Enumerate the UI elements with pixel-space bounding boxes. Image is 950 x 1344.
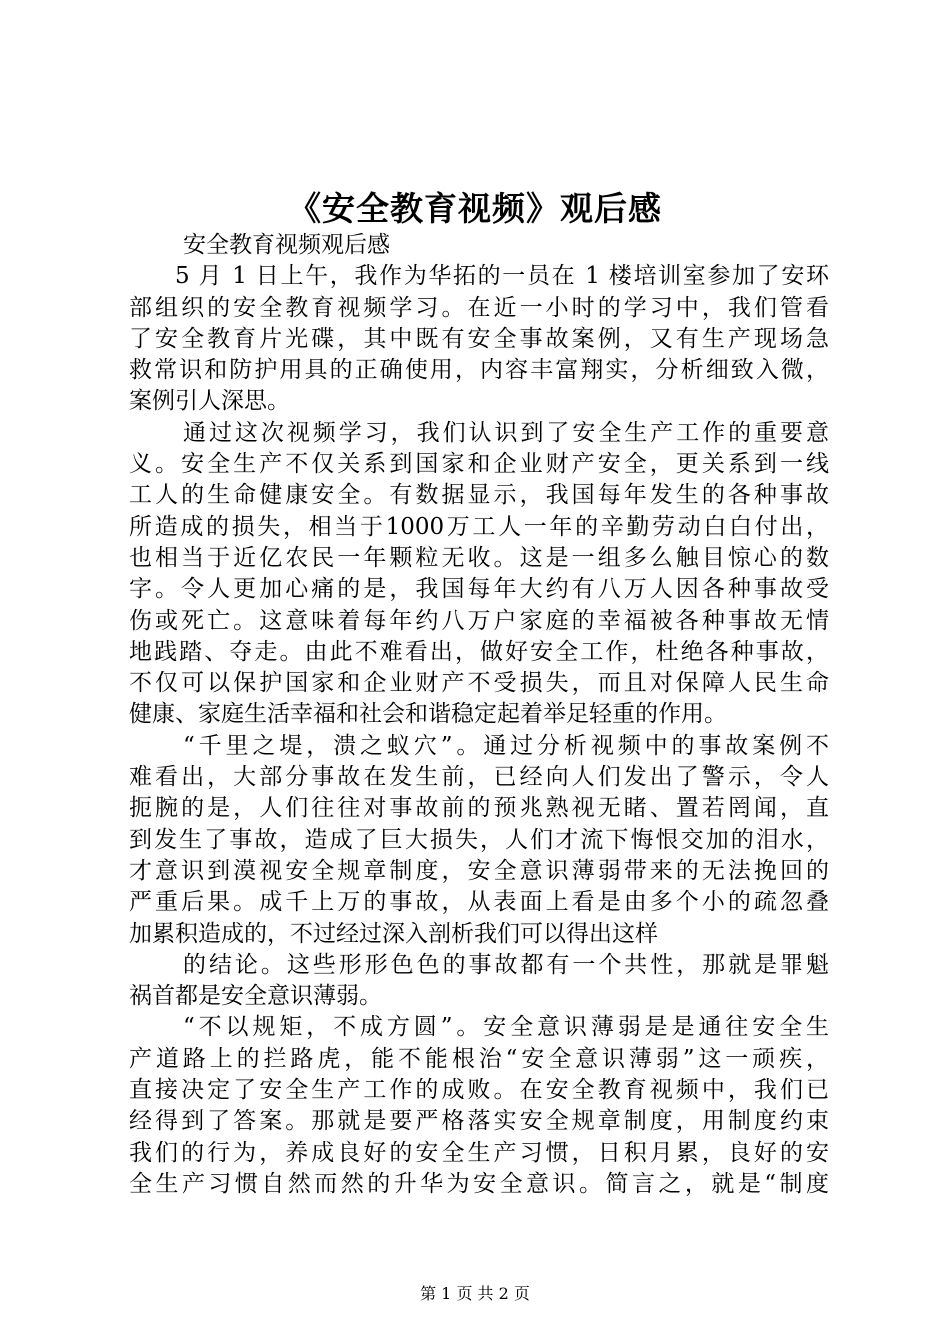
paragraph-3-line-3: 扼腕的是，人们往往对事故前的预兆熟视无睹、置若罔闻，直	[129, 795, 829, 822]
paragraph-5-line-4: 经得到了答案。那就是要严格落实安全规章制度，用制度约束	[129, 1108, 829, 1135]
paragraph-3-line-4: 到发生了事故，造成了巨大损失，人们才流下悔恨交加的泪水，	[129, 826, 829, 853]
paragraph-2-line-4: 所造成的损失，相当于1000万工人一年的辛勤劳动白白付出，	[129, 513, 829, 540]
document-subtitle: 安全教育视频观后感	[183, 232, 390, 258]
paragraph-1-line-2: 部组织的安全教育视频学习。在近一小时的学习中，我们管看	[129, 294, 829, 321]
paragraph-2-line-2: 义。安全生产不仅关系到国家和企业财产安全，更关系到一线	[129, 451, 829, 478]
paragraph-2-line-8: 地践踏、夺走。由此不难看出，做好安全工作，杜绝各种事故，	[129, 638, 829, 665]
paragraph-2-line-6: 字。令人更加心痛的是，我国每年大约有八万人因各种事故受	[129, 576, 829, 603]
paragraph-1-line-3: 了安全教育片光碟，其中既有安全事故案例，又有生产现场急	[129, 325, 829, 352]
paragraph-2-line-5: 也相当于近亿农民一年颗粒无收。这是一组多么触目惊心的数	[129, 544, 829, 571]
paragraph-5-line-6: 全生产习惯自然而然的升华为安全意识。简言之，就是“制度	[129, 1170, 829, 1197]
paragraph-1-line-1: 5 月 1 日上午，我作为华拓的一员在 1 楼培训室参加了安环	[175, 263, 829, 290]
paragraph-2-line-9: 不仅可以保护国家和企业财产不受损失，而且对保障人民生命	[129, 670, 829, 697]
paragraph-2-line-7: 伤或死亡。这意味着每年约八万户家庭的幸福被各种事故无情	[129, 607, 829, 634]
paragraph-5-line-3: 直接决定了安全生产工作的成败。在安全教育视频中，我们已	[129, 1077, 829, 1104]
paragraph-2-line-1: 通过这次视频学习，我们认识到了安全生产工作的重要意	[183, 419, 829, 446]
paragraph-4-line-1: 的结论。这些形形色色的事故都有一个共性，那就是罪魁	[183, 951, 829, 978]
page-number-footer: 第 1 页 共 2 页	[420, 1284, 530, 1303]
paragraph-2-line-3: 工人的生命健康安全。有数据显示，我国每年发生的各种事故	[129, 482, 829, 509]
paragraph-1-line-5: 案例引人深思。	[129, 388, 290, 415]
paragraph-3-line-6: 严重后果。成千上万的事故，从表面上看是由多个小的疏忽叠	[129, 889, 829, 916]
paragraph-3-line-2: 难看出，大部分事故在发生前，已经向人们发出了警示，令人	[129, 764, 829, 791]
paragraph-1-line-4: 救常识和防护用具的正确使用，内容丰富翔实，分析细致入微，	[129, 357, 829, 384]
document-title: 《安全教育视频》观后感	[288, 189, 662, 228]
paragraph-3-line-7: 加累积造成的，不过经过深入剖析我们可以得出这样	[129, 920, 658, 947]
paragraph-2-line-10: 健康、家庭生活幸福和社会和谐稳定起着举足轻重的作用。	[129, 701, 727, 728]
document-body	[129, 230, 829, 1200]
paragraph-5-line-2: 产道路上的拦路虎，能不能根治“安全意识薄弱”这一顽疾，	[129, 1045, 829, 1072]
paragraph-5-line-5: 我们的行为，养成良好的安全生产习惯，日积月累，良好的安	[129, 1139, 829, 1166]
paragraph-4-line-2: 祸首都是安全意识薄弱。	[129, 983, 382, 1010]
paragraph-5-line-1: “不以规矩，不成方圆”。安全意识薄弱是是通往安全生	[183, 1014, 829, 1041]
paragraph-3-line-5: 才意识到漠视安全规章制度，安全意识薄弱带来的无法挽回的	[129, 857, 829, 884]
paragraph-3-line-1: “千里之堤，溃之蚁穴”。通过分析视频中的事故案例不	[183, 732, 829, 759]
